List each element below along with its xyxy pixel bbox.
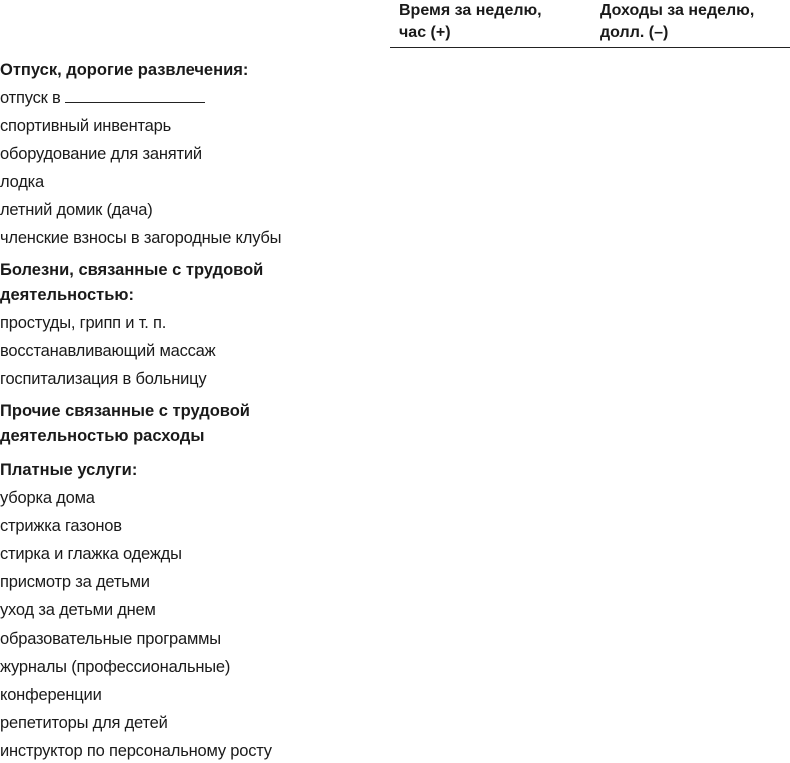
list-item: репетиторы для детей xyxy=(0,714,168,732)
section-heading-illness-line2: деятельностью: xyxy=(0,286,134,304)
list-item: членские взносы в загородные клубы xyxy=(0,229,282,247)
list-item: образовательные программы xyxy=(0,630,221,648)
column-header-income xyxy=(600,0,790,44)
column-header-time-line1: Время за неделю, xyxy=(399,2,542,19)
list-item: спортивный инвентарь xyxy=(0,117,172,135)
list-item: стирка и глажка одежды xyxy=(0,545,182,563)
list-item: простуды, грипп и т. п. xyxy=(0,314,167,332)
section-heading-other-line1: Прочие связанные с трудовой xyxy=(0,402,250,420)
header-divider xyxy=(390,47,790,48)
list-item: лодка xyxy=(0,173,45,191)
section-heading-paid-services: Платные услуги: xyxy=(0,461,138,479)
list-item: инструктор по персональному росту xyxy=(0,742,272,760)
list-item: уборка дома xyxy=(0,489,95,507)
fill-in-blank xyxy=(65,87,205,103)
list-item: конференции xyxy=(0,686,102,704)
list-item: госпитализация в больницу xyxy=(0,370,207,388)
list-item: уход за детьми днем xyxy=(0,601,156,619)
column-header-income-line1: Доходы за неделю, xyxy=(600,2,755,19)
column-header-income-line2: долл. (–) xyxy=(600,24,669,41)
list-item: присмотр за детьми xyxy=(0,573,150,591)
list-item: летний домик (дача) xyxy=(0,201,153,219)
section-heading-illness-line1: Болезни, связанные с трудовой xyxy=(0,261,264,279)
list-item: восстанавливающий массаж xyxy=(0,342,216,360)
column-header-time xyxy=(399,0,589,44)
section-heading-other-line2: деятельностью расходы xyxy=(0,427,205,445)
list-item: стрижка газонов xyxy=(0,517,122,535)
section-heading-vacation: Отпуск, дорогие развлечения: xyxy=(0,61,249,79)
list-item-vacation-destination xyxy=(0,86,205,110)
column-header-time-line2: час (+) xyxy=(399,24,451,41)
list-item: журналы (профессиональные) xyxy=(0,658,231,676)
list-item-label: отпуск в xyxy=(0,89,61,107)
list-item: оборудование для занятий xyxy=(0,145,202,163)
